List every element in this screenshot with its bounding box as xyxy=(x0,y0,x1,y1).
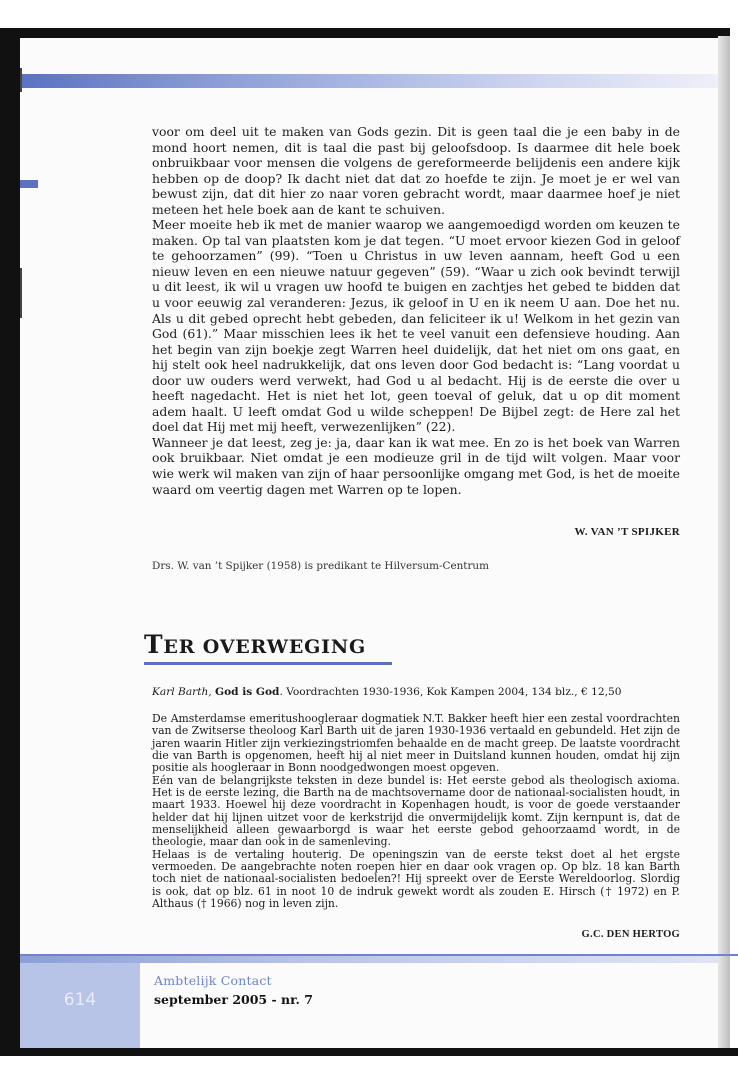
book-author: Karl Barth, xyxy=(152,686,212,698)
author-note: Drs. W. van ’t Spijker (1958) is predikant te Hilversum-Centrum xyxy=(152,560,489,572)
margin-rule xyxy=(20,268,22,318)
page-edge-shadow xyxy=(718,36,730,1048)
review-body xyxy=(152,713,680,911)
article-body xyxy=(152,124,680,497)
scan-frame-top xyxy=(0,28,730,38)
book-details: . Voordrachten 1930-1936, Kok Kampen 2004, 134 blz., € 12,50 xyxy=(279,686,622,698)
section-title-rest: ER OVERWEGING xyxy=(163,636,367,658)
review-paragraph: Eén van de belangrijkste teksten in deze bundel is: Het eerste gebod als theologisch axioma. Het is de eerste lezing, die Barth na de machtsovername door de nationaal-socialisten houdt, in maart 1933. Hoewel hij deze voordracht in Kopenhagen houdt, is voor de goede verstaander helder dat hij lijnen uitzet voor de kerkstrijd die onvermijdelijk komt. Zijn kernpunt is, dat de menselijkheid alleen gewaarborgd is waar het eerste gebod gehoorzaamd wordt, in de theologie, maar dan ook in de samenleving. xyxy=(152,773,680,849)
book-title: God is God xyxy=(215,686,280,698)
section-title-initial: T xyxy=(144,630,164,659)
margin-rule-top xyxy=(20,68,22,92)
margin-marker xyxy=(20,180,38,188)
article-signature: W. VAN ’T SPIJKER xyxy=(574,526,680,538)
review-paragraph: De Amsterdamse emeritushoogleraar dogmatiek N.T. Bakker heeft hier een zestal voordrachten van de Zwitserse theoloog Karl Barth uit de jaren 1930-1936 vertaald en gebundeld. Het zijn de jaren waarin Hitler zijn verkiezingstriomfen behaalde en de macht greep. De laatste voordracht die van Barth is opgenomen, heeft hij al niet meer in Duitsland kunnen houden, omdat hij zijn positie als hoogleraar in Bonn noodgedwongen moest opgeven. xyxy=(152,712,680,775)
footer-rule xyxy=(20,954,738,956)
section-title-underline xyxy=(144,662,392,665)
header-color-band xyxy=(20,74,718,88)
book-reference xyxy=(152,686,680,699)
magazine-name: Ambtelijk Contact xyxy=(154,973,272,988)
scan-frame-bottom xyxy=(0,1048,738,1056)
section-title xyxy=(144,630,684,659)
review-paragraph: Helaas is de vertaling houterig. De openingszin van de eerste tekst doet al het ergste vermoeden. De aangebrachte noten roepen hier en daar ook vragen op. Op blz. 18 kan Barth toch niet de nationaal-socialisten bedoelen?! Hij spreekt over de Eerste Wereldoorlog. Slordig is ook, dat op blz. 61 in noot 10 de indruk gewekt wordt als zouden E. Hirsch († 1972) en P. Althaus († 1966) nog in leven zijn. xyxy=(152,847,680,911)
article-paragraph: voor om deel uit te maken van Gods gezin. Dit is geen taal die je een baby in de mond hoort nemen, dit is taal die past bij geloofsdoop. Is daarmee dit hele boek onbruikbaar voor mensen die volgens de gereformeerde belijdenis een andere kijk hebben op de doop? Ik dacht niet dat dat zo hoefde te zijn. Je moet je er wel van bewust zijn, dat dit hier zo naar voren gebracht wordt, maar daarmee hoef je niet meteen het hele boek aan de kant te schuiven. xyxy=(152,124,680,217)
magazine-issue: september 2005 - nr. 7 xyxy=(154,992,313,1007)
scan-frame-left xyxy=(0,28,20,1053)
article-paragraph: Meer moeite heb ik met de manier waarop we aangemoedigd worden om keuzen te maken. Op tal van plaatsten kom je dat tegen. “U moet ervoor kiezen God in geloof te gehoorzamen” (99). “Toen u Christus in uw leven aannam, heeft God u een nieuw leven en een nieuwe natuur gegeven” (59). “Waar u zich ook bevindt terwijl u dit leest, ik wil u vragen uw hoofd te buigen en zachtjes het gebed te bidden dat u voor eeuwig zal veranderen: Jezus, ik geloof in U en ik neem U aan. Doe het nu. Als u dit gebed oprecht hebt gebeden, dan feliciteer ik u! Welkom in het gezin van God (61).” Maar misschien lees ik het te veel vanuit een defensieve houding. Aan het begin van zijn boekje zegt Warren heel duidelijk, dat het niet om ons gaat, en hij stelt ook heel nadrukkelijk, dat ons leven door God bedacht is: “Lang voordat u door uw ouders werd verwekt, had God u al bedacht. Hij is de eerste die over u heeft nagedacht. Het is niet het lot, geen toeval of geluk, dat u op dit moment adem haalt. U leeft omdat God u wilde scheppen! De Bijbel zegt: de Here zal het doel dat Hij met mij heeft, verwezenlijken” (22). xyxy=(152,217,680,435)
page-number: 614 xyxy=(63,990,97,1010)
article-paragraph: Wanneer je dat leest, zeg je: ja, daar kan ik wat mee. En zo is het boek van Warren ook bruikbaar. Niet omdat je een modieuze gril in de tijd wilt volgen. Maar voor wie werk wil maken van zijn of haar persoonlijke omgang met God, is het de moeite waard om veertig dagen met Warren op te lopen. xyxy=(152,434,680,497)
review-signature: G.C. DEN HERTOG xyxy=(581,929,680,940)
